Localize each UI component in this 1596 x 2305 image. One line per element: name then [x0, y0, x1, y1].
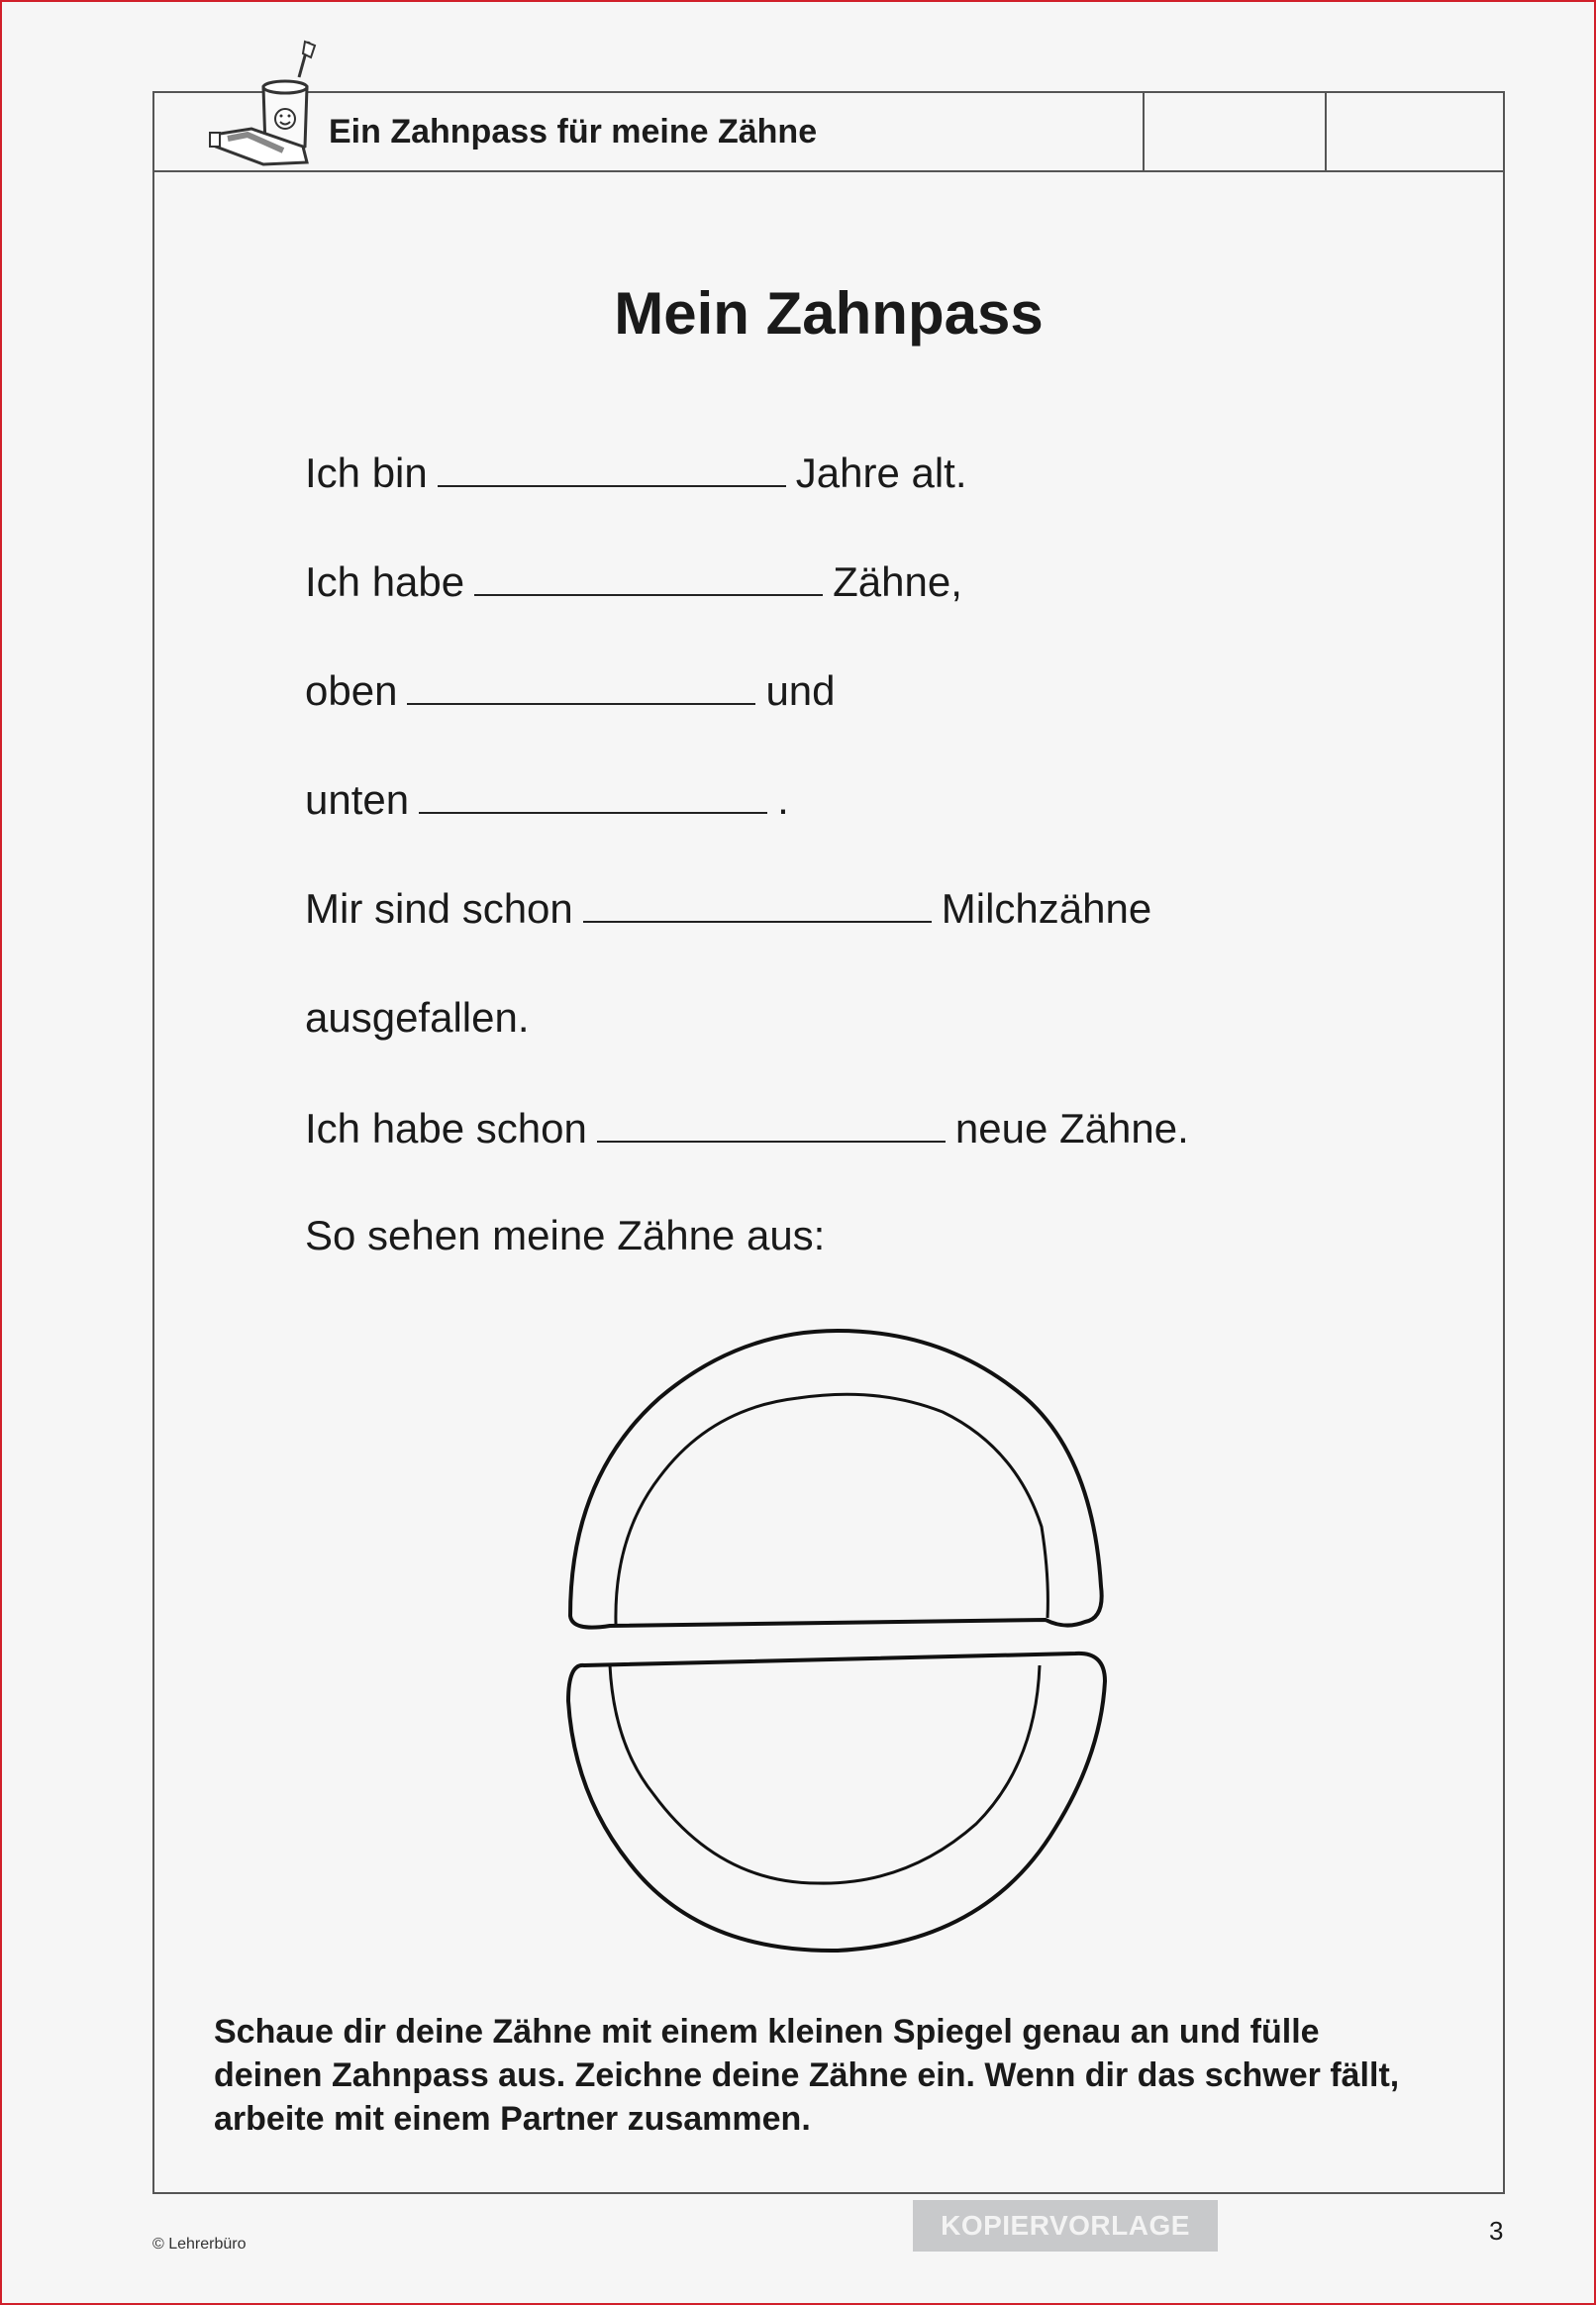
line-milk-teeth [305, 883, 1151, 933]
line-text: und [765, 667, 836, 714]
dental-arch-drawing[interactable] [550, 1329, 1117, 1956]
line-text: Ich bin [305, 450, 428, 496]
line-fallen-out [305, 994, 530, 1042]
line-text: oben [305, 667, 398, 714]
blank-top-teeth[interactable] [407, 665, 755, 705]
line-text: Zähne, [833, 558, 962, 605]
line-text: Mir sind schon [305, 885, 573, 932]
header-box-1 [1143, 93, 1327, 170]
line-bottom-teeth [305, 774, 789, 824]
lower-arch-inner [610, 1665, 1040, 1883]
page-number: 3 [1489, 2216, 1504, 2246]
header-box-2 [1325, 93, 1509, 170]
line-teeth-count [305, 556, 962, 606]
line-new-teeth [305, 1103, 1189, 1152]
line-age [305, 448, 967, 497]
line-text: . [777, 776, 789, 823]
line-top-teeth [305, 665, 836, 715]
toothbrush-cup-icon [208, 36, 337, 168]
lower-arch-outline [568, 1654, 1105, 1951]
line-text: So sehen meine Zähne aus: [305, 1212, 826, 1258]
upper-arch-outline [570, 1331, 1102, 1628]
line-text: Milchzähne [941, 885, 1152, 932]
upper-arch-inner [616, 1394, 1047, 1624]
blank-teeth-count[interactable] [474, 556, 823, 596]
blank-age[interactable] [438, 448, 786, 487]
page-title: Mein Zahnpass [614, 280, 1044, 347]
line-text: Ich habe [305, 558, 465, 605]
blank-bottom-teeth[interactable] [419, 774, 767, 814]
line-text: ausgefallen. [305, 994, 530, 1041]
blank-milk-teeth[interactable] [583, 883, 932, 923]
line-text: Ich habe schon [305, 1105, 587, 1152]
line-text: neue Zähne. [954, 1105, 1189, 1152]
copyright: © Lehrerbüro [152, 2236, 247, 2253]
header-row [154, 93, 1503, 172]
line-text: unten [305, 776, 410, 823]
header-title: Ein Zahnpass für meine Zähne [329, 113, 818, 150]
line-teeth-look [305, 1212, 825, 1259]
blank-new-teeth[interactable] [597, 1103, 946, 1143]
line-text: Jahre alt. [795, 450, 967, 496]
instructions-text: Schaue dir deine Zähne mit einem kleinen Spiegel genau an und fülle deinen Zahnpass aus. Zeichne deine Zähne ein. Wenn dir das schwer fällt, arbeite mit einem Partner zusammen. [214, 2013, 1400, 2138]
copy-template-badge: KOPIERVORLAGE [913, 2200, 1218, 2252]
